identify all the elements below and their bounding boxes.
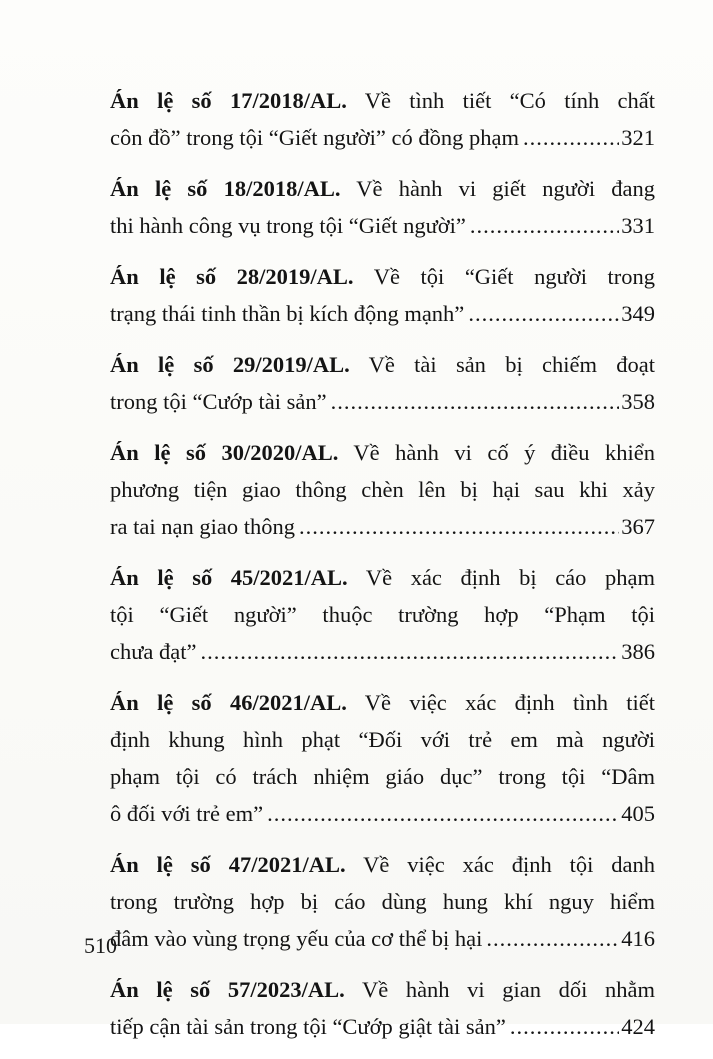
- toc-entry-text: trong trường hợp bị cáo dùng hung khí nguy hiểm: [110, 889, 655, 914]
- dot-leader: [486, 920, 619, 957]
- toc-entry-text: Về tài sản bị chiếm đoạt: [368, 352, 656, 377]
- toc-entry-number: Án lệ số 30/2020/AL.: [110, 440, 339, 465]
- toc-entry-line: [110, 883, 655, 920]
- toc-entry-line: [110, 846, 655, 883]
- toc-entry-text: ra tai nạn giao thông: [110, 514, 295, 539]
- toc-entry: [110, 559, 655, 670]
- toc-entry: [110, 434, 655, 545]
- dot-leader: [299, 508, 619, 545]
- toc-entry-last-line: [110, 795, 655, 832]
- toc-entry-text: côn đồ” trong tội “Giết người” có đồng phạm: [110, 125, 519, 150]
- toc-entry-text: Về hành vi gian dối nhằm: [361, 977, 656, 1002]
- toc-entry: [110, 170, 655, 244]
- toc-entry-last-line: [110, 508, 655, 545]
- toc-entry-text: Về hành vi cố ý điều khiển: [353, 440, 656, 465]
- toc-entry-line: [110, 596, 655, 633]
- toc-entry-number: Án lệ số 18/2018/AL.: [110, 176, 341, 201]
- toc-entry-text: chưa đạt”: [110, 639, 197, 664]
- toc-page-ref: 405: [621, 801, 655, 826]
- dot-leader: [331, 383, 620, 420]
- toc-entry-number: Án lệ số 29/2019/AL.: [110, 352, 350, 377]
- toc-page-ref: 358: [621, 389, 655, 414]
- toc-entry-text: đâm vào vùng trọng yếu của cơ thể bị hại: [110, 926, 483, 951]
- toc-entry-last-line: [110, 920, 655, 957]
- dot-leader: [510, 1008, 619, 1045]
- toc-page-ref: 416: [621, 926, 655, 951]
- toc-page-ref: 331: [621, 213, 655, 238]
- toc-entry-text: phạm tội có trách nhiệm giáo dục” trong tội “Dâm: [110, 764, 655, 789]
- toc-entry-text: Về tình tiết “Có tính chất: [364, 88, 655, 113]
- toc-entry-text: Về việc xác định tội danh: [363, 852, 656, 877]
- toc-page-ref: 386: [621, 639, 655, 664]
- toc-entry-line: [110, 434, 655, 471]
- toc-entry-text: tiếp cận tài sản trong tội “Cướp giật tài sản”: [110, 1014, 506, 1039]
- toc-entry: [110, 258, 655, 332]
- toc-entry-line: [110, 559, 655, 596]
- dot-leader: [523, 119, 619, 156]
- toc-entry: [110, 846, 655, 957]
- toc-entry-number: Án lệ số 17/2018/AL.: [110, 88, 347, 113]
- toc-entry-line: [110, 971, 655, 1008]
- toc-entry-line: [110, 721, 655, 758]
- toc-entry-last-line: [110, 383, 655, 420]
- toc-page-ref: 367: [621, 514, 655, 539]
- toc-entry-line: [110, 170, 655, 207]
- toc-entry-last-line: [110, 633, 655, 670]
- dot-leader: [267, 795, 619, 832]
- toc-entry-text: thi hành công vụ trong tội “Giết người”: [110, 213, 466, 238]
- toc-entry-text: ô đối với trẻ em”: [110, 801, 264, 826]
- toc-entry: [110, 346, 655, 420]
- toc-entry-number: Án lệ số 47/2021/AL.: [110, 852, 346, 877]
- toc-entry-text: trong tội “Cướp tài sản”: [110, 389, 327, 414]
- dot-leader: [470, 207, 619, 244]
- toc-entry-last-line: [110, 119, 655, 156]
- dot-leader: [201, 633, 620, 670]
- dot-leader: [468, 295, 619, 332]
- toc-entry-line: [110, 758, 655, 795]
- page-number: 510: [84, 933, 117, 958]
- toc-page-ref: 424: [621, 1014, 655, 1039]
- toc-entry-text: Về hành vi giết người đang: [356, 176, 656, 201]
- toc-entry: [110, 82, 655, 156]
- toc-entry-text: tội “Giết người” thuộc trường hợp “Phạm tội: [110, 602, 655, 627]
- toc-entry-line: [110, 346, 655, 383]
- toc-entry-line: [110, 471, 655, 508]
- toc-page-ref: 321: [621, 125, 655, 150]
- toc-entry-text: Về việc xác định tình tiết: [364, 690, 656, 715]
- toc-entry-number: Án lệ số 57/2023/AL.: [110, 977, 345, 1002]
- toc-entry-number: Án lệ số 28/2019/AL.: [110, 264, 354, 289]
- toc-entry-line: [110, 258, 655, 295]
- toc-page-ref: 349: [621, 301, 655, 326]
- toc-entry-last-line: [110, 1008, 655, 1045]
- toc-entry-line: [110, 684, 655, 721]
- toc-entry-line: [110, 82, 655, 119]
- toc-entry-last-line: [110, 295, 655, 332]
- toc-entry-text: Về tội “Giết người trong: [373, 264, 655, 289]
- toc-entry-number: Án lệ số 46/2021/AL.: [110, 690, 347, 715]
- toc-entry-text: phương tiện giao thông chèn lên bị hại sau khi xảy: [110, 477, 655, 502]
- toc-entry: [110, 971, 655, 1045]
- toc-entry: [110, 684, 655, 832]
- toc-entry-text: Về xác định bị cáo phạm: [365, 565, 655, 590]
- toc-entry-last-line: [110, 207, 655, 244]
- toc-entry-text: trạng thái tinh thần bị kích động mạnh”: [110, 301, 465, 326]
- toc-entry-text: định khung hình phạt “Đối với trẻ em mà người: [110, 727, 655, 752]
- table-of-contents: [110, 82, 655, 1059]
- toc-entry-number: Án lệ số 45/2021/AL.: [110, 565, 348, 590]
